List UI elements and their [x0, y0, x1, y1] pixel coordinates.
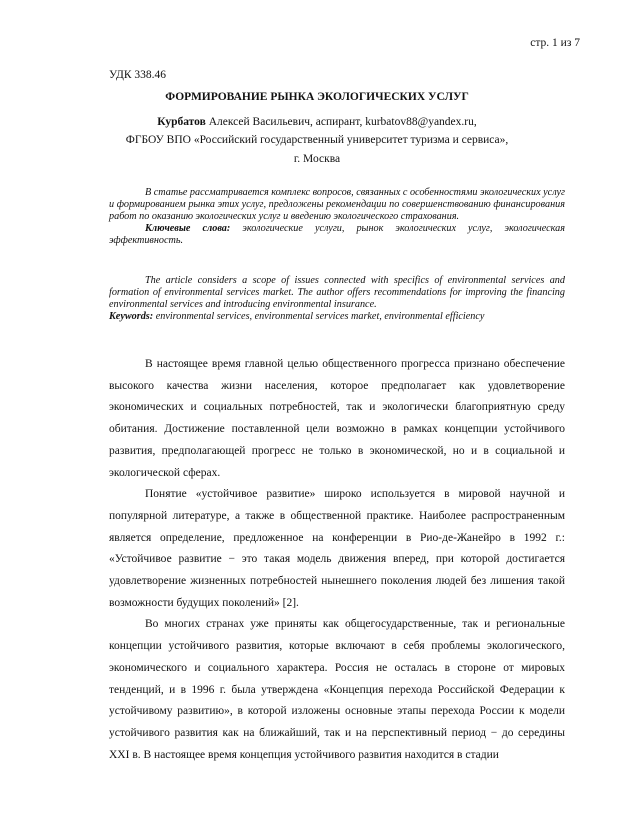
abstract-ru-text: В статье рассматривается комплекс вопросов, связанных с особенностями экологических услуг и формированием рынка этих услуг, предложены рекомендации по совершенствованию финансирования работ по оказанию экологических услуг и введению экологического страхования.	[109, 187, 565, 223]
body-paragraph: Понятие «устойчивое развитие» широко используется в мировой научной и популярной литературе, а также в общественной практике. Наиболее распространенным является определение, предложенное на конференции в Рио-де-Жанейро в 1992 г.: «Устойчивое развитие − это такая модель движения вперед, при которой достигается удовлетворение жизненных потребностей нынешнего поколения людей без лишения такой возможности будущих поколений» [2].	[109, 488, 565, 609]
keywords-en	[109, 311, 565, 323]
organization: ФГБОУ ВПО «Российский государственный университет туризма и сервиса»,	[125, 134, 509, 146]
keywords-en-label: Keywords:	[109, 311, 154, 323]
city: г. Москва	[293, 153, 341, 165]
keywords-ru-text: экологические услуги, рынок экологических услуг, экологическая эффективность.	[109, 223, 565, 247]
article-title: ФОРМИРОВАНИЕ РЫНКА ЭКОЛОГИЧЕСКИХ УСЛУГ	[165, 91, 469, 103]
keywords-ru	[109, 223, 565, 247]
udk-code: УДК 338.46	[109, 69, 166, 81]
abstract-en-text: The article considers a scope of issues connected with specifics of environmental services and formation of environmental services market. The author offers recommendations for improving the financing environmental services and introducing environmental insurance.	[109, 275, 565, 311]
abstract-en	[109, 275, 565, 323]
body-paragraph: В настоящее время главной целью общественного прогресса признано обеспечение высокого качества жизни населения, которое предполагает как удовлетворение экономических и социальных потребностей, так и экологически благоприятную среду обитания. Достижение поставленной цели возможно в рамках концепции устойчивого развития, предполагающей прогресс не только в экономической, но и в социальной и экологической сферах.	[109, 358, 565, 479]
author-line	[0, 116, 634, 128]
keywords-ru-label: Ключевые слова:	[145, 223, 231, 235]
page-number: стр. 1 из 7	[530, 37, 580, 49]
article-body	[109, 354, 565, 766]
author-name: Курбатов	[157, 116, 206, 128]
author-details: Алексей Васильевич, аспирант, kurbatov88@yandex.ru,	[205, 116, 477, 128]
abstract-ru	[109, 187, 565, 247]
body-paragraph: Во многих странах уже приняты как общегосударственные, так и региональные концепции устойчивого развития, которые включают в себя проблемы экологического, экономического и социального характера. Россия не осталась в стороне от мировых тенденций, и в 1996 г. была утверждена «Концепция перехода Российской Федерации к устойчивому развитию», в которой изложены основные этапы перехода России к модели устойчивого развития как на ближайший, так и на перспективный период − до середины XXI в. В настоящее время концепция устойчивого развития находится в стадии	[109, 618, 565, 761]
keywords-en-text: environmental services, environmental services market, environmental efficiency	[153, 311, 485, 323]
